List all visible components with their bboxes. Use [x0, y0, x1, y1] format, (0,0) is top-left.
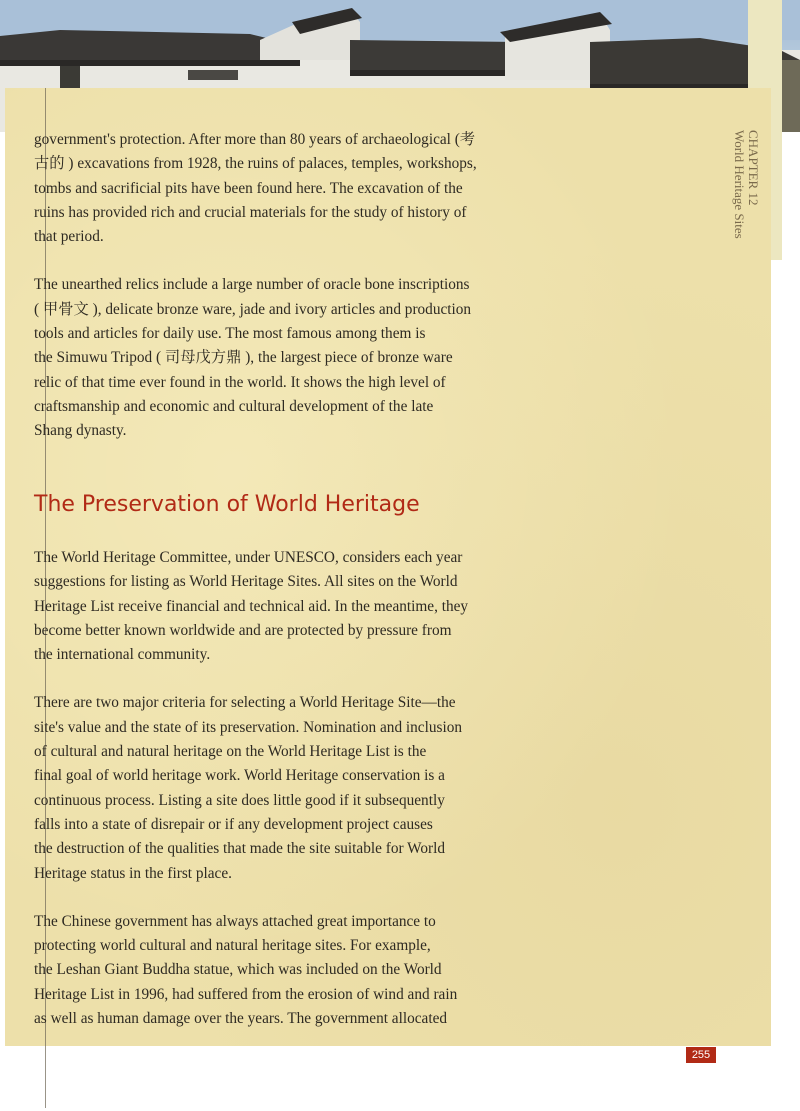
text-line: the destruction of the qualities that made the site suitable for World — [34, 840, 445, 858]
text-line: tools and articles for daily use. The most famous among them is — [34, 325, 426, 343]
section-heading: The Preservation of World Heritage — [34, 492, 420, 517]
chapter-number: CHAPTER 12 — [746, 130, 761, 206]
text-line: The unearthed relics include a large number of oracle bone inscriptions — [34, 276, 470, 294]
text-line: The World Heritage Committee, under UNESCO, considers each year — [34, 549, 463, 566]
text-line: Heritage List receive financial and technical aid. In the meantime, they — [34, 597, 469, 615]
text-line: The Chinese government has always attached great importance to — [34, 912, 436, 930]
text-line: the international community. — [34, 646, 211, 664]
text-line: 古的 ) excavations from 1928, the ruins of palaces, temples, workshops, — [34, 155, 477, 173]
text-line: relic of that time ever found in the world. It shows the high level of — [34, 373, 446, 391]
text-line: ruins has provided rich and crucial materials for the study of history of — [34, 203, 467, 221]
text-line: craftsmanship and economic and cultural development of the late — [34, 397, 434, 415]
body-text-bottom — [34, 546, 534, 1031]
text-line: Shang dynasty. — [34, 422, 127, 440]
page-number-badge: 255 — [686, 1047, 716, 1063]
text-line: falls into a state of disrepair or if any development project causes — [34, 815, 433, 833]
text-line: the Leshan Giant Buddha statue, which was included on the World — [34, 961, 442, 979]
chapter-title: World Heritage Sites — [732, 130, 747, 239]
text-line: the Simuwu Tripod ( 司母戊方鼎 ), the largest piece of bronze ware — [34, 349, 453, 367]
body-text-top — [34, 128, 534, 444]
text-line: final goal of world heritage work. World Heritage conservation is a — [34, 767, 445, 785]
text-line: continuous process. Listing a site does little good if it subsequently — [34, 791, 445, 809]
text-line: site's value and the state of its preservation. Nomination and inclusion — [34, 718, 462, 736]
text-line: Heritage status in the first place. — [34, 864, 232, 882]
text-line: as well as human damage over the years. The government allocated — [34, 1010, 448, 1028]
text-line: government's protection. After more than 80 years of archaeological (考 — [34, 131, 476, 148]
text-line: Heritage List in 1996, had suffered from the erosion of wind and rain — [34, 985, 458, 1003]
text-line: protecting world cultural and natural heritage sites. For example, — [34, 937, 431, 955]
text-line: become better known worldwide and are protected by pressure from — [34, 621, 452, 639]
text-line: that period. — [34, 228, 104, 246]
text-line: There are two major criteria for selecting a World Heritage Site—the — [34, 694, 456, 712]
text-line: suggestions for listing as World Heritage Sites. All sites on the World — [34, 573, 458, 591]
text-line: ( 甲骨文 ), delicate bronze ware, jade and ivory articles and production — [34, 300, 472, 318]
text-line: tombs and sacrificial pits have been found here. The excavation of the — [34, 179, 463, 197]
text-line: of cultural and natural heritage on the World Heritage List is the — [34, 743, 427, 761]
chapter-running-header — [732, 130, 760, 239]
